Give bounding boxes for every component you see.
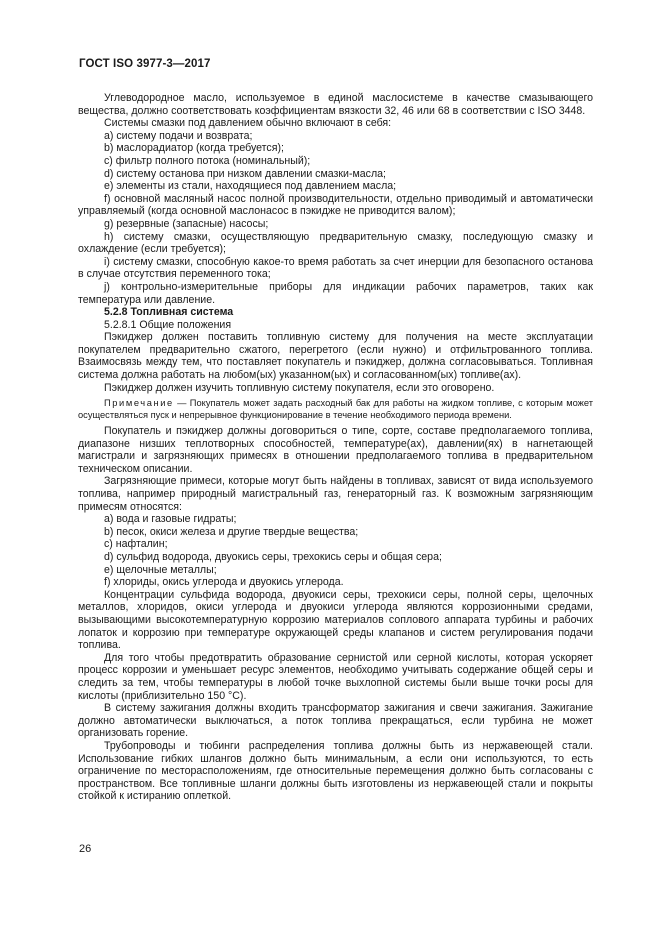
list-item: c) нафталин; xyxy=(104,538,168,551)
list-item: a) систему подачи и возврата; xyxy=(104,129,253,142)
paragraph: Системы смазки под давлением обычно включают в себя: xyxy=(104,117,392,130)
lubrication-list xyxy=(78,130,593,306)
list-item: d) сульфид водорода, двуокись серы, трехокись серы и общая сера; xyxy=(104,551,442,563)
subsection-heading: 5.2.8.1 Общие положения xyxy=(104,318,232,331)
list-item: f) основной масляный насос полной производительности, отдельно приводимый и автоматически управляемый (когда основной маслонасос в пэкидже не приводится валом); xyxy=(78,192,593,218)
list-item: f) хлориды, окись углерода и двуокись углерода. xyxy=(104,576,344,589)
list-item: e) элементы из стали, находящиеся под давлением масла; xyxy=(104,180,397,193)
note-label: Примечание xyxy=(104,398,174,409)
paragraph: Для того чтобы предотвратить образование сернистой или серной кислоты, которая ускоряет процесс коррозии и уменьшает ресурс элементов, необходимо учитывать содержание общей серы и следить за тем, чтобы температуры в любой точке выхлопной системы были выше точки росы для кислоты (приблизительно 150 °C). xyxy=(78,651,593,702)
section-heading: 5.2.8 Топливная система xyxy=(104,306,234,319)
paragraph: В систему зажигания должны входить трансформатор зажигания и свечи зажигания. Зажигание должно автоматически выключаться, а поток топлива прекращаться, если турбина не может организовать горение. xyxy=(78,702,593,740)
paragraph: Трубопроводы и тюбинги распределения топлива должны быть из нержавеющей стали. Использование гибких шлангов должно быть минимальным, а если они используются, то есть ограничение по месторасположениям, где относительные перемещения должно быть согласованы с пространством. Все топливные шланги должны быть изготовлены из нержавеющей стали и покрыты стойкой к истиранию оплеткой. xyxy=(78,739,593,803)
document-body xyxy=(78,92,593,803)
paragraph: Покупатель и пэкиджер должны договориться о типе, сорте, составе предполагаемого топлива, диапазоне низших теплотворных способностей, температуре(ах), давлении(ях) в нагнетающей магистрали и загрязняющих примесях в отношении предполагаемого топлива в предварительном техническом описании. xyxy=(78,425,593,475)
paragraph: Пэкиджер должен поставить топливную систему для получения на месте эксплуатации покупателем предварительно сжатого, перегретого (если нужно) и отфильтрованного топлива. Взаимосвязь между тем, что поставляет покупатель и пэкиджер, должна согласовываться. Топливная система должна работать на любом(ых) указанном(ых) и согласованном(ых) топливе(ах). xyxy=(78,331,593,382)
list-item: b) маслорадиатор (когда требуется); xyxy=(104,142,284,155)
list-item: h) систему смазки, осуществляющую предварительную смазку, последующую смазку и охлаждение (если требуется); xyxy=(78,230,593,256)
contaminants-list xyxy=(78,513,593,589)
paragraph: Загрязняющие примеси, которые могут быть найдены в топливах, зависят от вида используемого топлива, например природный магистральный газ, генераторный газ. К возможным загрязняющим примесям относятся: xyxy=(78,475,593,513)
list-item: j) контрольно-измерительные приборы для индикации рабочих параметров, таких как температура или давление. xyxy=(78,280,593,306)
list-item: d) систему останова при низком давлении смазки-масла; xyxy=(104,167,386,180)
list-item: i) систему смазки, способную какое-то время работать за счет инерции для безопасного останова в случае отсутствия переменного тока; xyxy=(78,255,593,281)
page-number: 26 xyxy=(79,843,92,855)
list-item: b) песок, окиси железа и другие твердые вещества; xyxy=(104,525,359,538)
paragraph: Пэкиджер должен изучить топливную систему покупателя, если это оговорено. xyxy=(104,381,495,394)
paragraph: Углеводородное масло, используемое в единой маслосистеме в качестве смазывающего вещества, должно соответствовать коэффициентам вязкости 32, 46 или 68 в соответствии с ISO 3448. xyxy=(78,92,593,117)
list-item: c) фильтр полного потока (номинальный); xyxy=(104,154,311,167)
list-item: a) вода и газовые гидраты; xyxy=(104,513,237,526)
list-item: g) резервные (запасные) насосы; xyxy=(104,217,269,230)
document-header: ГОСТ ISO 3977-3—2017 xyxy=(79,58,211,70)
paragraph: Концентрации сульфида водорода, двуокиси серы, трехокиси серы, полной серы, щелочных металлов, хлоридов, окиси углерода и двуокиси углерода являются коррозионными средами, вызывающими высокотемпературную коррозию материалов соплового аппарата турбины и рабочих лопаток и коррозию при температуре окружающей среды клапанов и систем регулирования подачи топлива. xyxy=(78,588,593,652)
note-text: — Покупатель может задать расходный бак для работы на жидком топливе, с которым может осуществляться пуск и непрерывное функционирование в течение необходимого периода времени. xyxy=(78,398,593,420)
note xyxy=(78,398,593,421)
list-item: e) щелочные металлы; xyxy=(104,563,217,576)
